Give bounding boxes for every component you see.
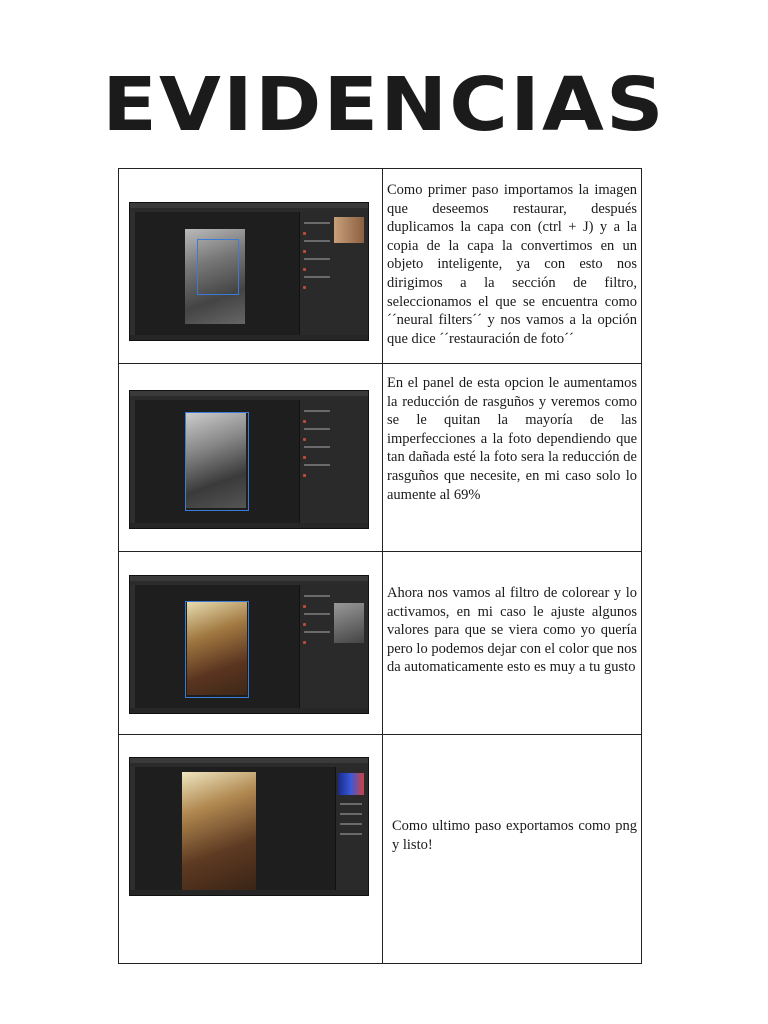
- preview-thumbnail: [334, 603, 364, 643]
- status-bar: [130, 890, 368, 895]
- color-picker: [338, 773, 364, 795]
- status-bar: [130, 708, 368, 713]
- table-row: [119, 364, 641, 552]
- table-row: [119, 552, 641, 735]
- photoshop-screenshot: [129, 575, 369, 714]
- step-description: Como primer paso importamos la imagen que deseemos restaurar, después duplicamos la capa con (ctrl + J) y a la copia de la capa la convertimos en un objeto inteligente, ya con esto nos dirigimos a la sección de filtro, seleccionamos el que se encuentra como ´´neural filters´´ y nos vamos a la opción que dice ´´restauración de foto´´: [387, 182, 637, 347]
- photo-final: [182, 772, 256, 890]
- step-description: En el panel de esta opcion le aumentamos la reducción de rasguños y veremos como se le quitan la mayoría de las imperfecciones a la foto dependiendo que tan dañada esté la foto sera la reducción de rasguños que necesite, en mi caso solo lo aumente al 69%: [387, 375, 637, 503]
- table-row: [119, 169, 641, 364]
- evidence-table: [118, 168, 642, 964]
- page-title: EVIDENCIAS: [102, 62, 666, 148]
- properties-panel: [335, 767, 368, 895]
- photoshop-screenshot: [129, 202, 369, 341]
- selection-frame: [185, 601, 249, 698]
- status-bar: [130, 335, 368, 340]
- table-row: [119, 735, 641, 965]
- tools-panel: [130, 585, 135, 713]
- step-description: Como ultimo paso exportamos como png y listo!: [392, 818, 637, 853]
- step-description: Ahora nos vamos al filtro de colorear y lo activamos, en mi caso le ajuste algunos valores para que se viera como yo quería pero lo podemos dejar con el color que nos da automaticamente esto es muy a tu gusto: [387, 585, 637, 676]
- selection-frame: [197, 239, 239, 295]
- tools-panel: [130, 212, 135, 340]
- tab-bar: [130, 763, 368, 767]
- neural-filters-panel: [299, 212, 368, 340]
- photoshop-screenshot: [129, 390, 369, 529]
- tools-panel: [130, 767, 135, 895]
- selection-frame: [185, 412, 249, 511]
- neural-filters-panel: [299, 400, 368, 528]
- neural-filters-panel: [299, 585, 368, 713]
- preview-thumbnail: [334, 217, 364, 243]
- tools-panel: [130, 400, 135, 528]
- photoshop-screenshot: [129, 757, 369, 896]
- status-bar: [130, 523, 368, 528]
